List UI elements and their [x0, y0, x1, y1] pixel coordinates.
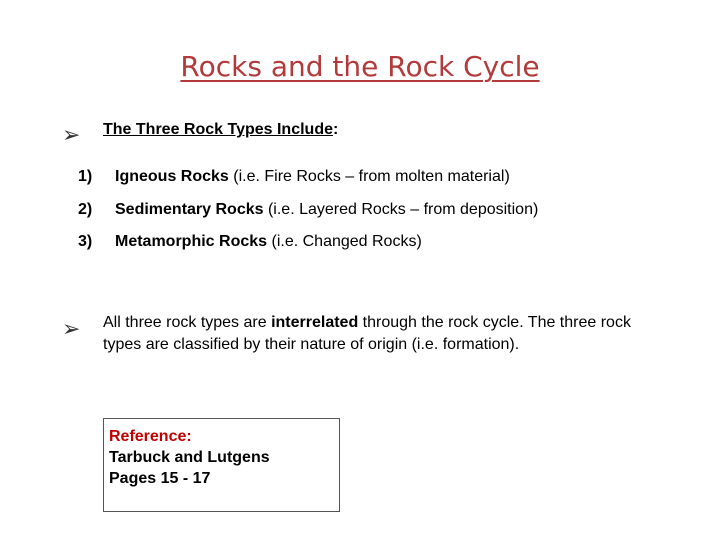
- rock-types-heading-colon: :: [332, 121, 339, 138]
- rock-type-name: Sedimentary Rocks: [115, 201, 264, 218]
- rock-type-number: 2): [78, 201, 93, 218]
- slide-title: Rocks and the Rock Cycle: [180, 50, 540, 83]
- rock-types-heading-text: The Three Rock Types Include: [103, 121, 333, 138]
- arrowhead-bullet-icon: ➢: [62, 122, 81, 147]
- rock-type-item: [78, 201, 538, 219]
- rock-types-heading: [103, 121, 338, 139]
- rock-type-number: 3): [78, 233, 93, 250]
- rock-type-description: (i.e. Fire Rocks – from molten material): [228, 168, 510, 185]
- reference-box: [103, 418, 340, 512]
- reference-authors: Tarbuck and Lutgens: [109, 449, 270, 466]
- paragraph-text: through the rock cycle. The three rock types are classified by their nature of origin (i.e. formation).: [103, 314, 631, 353]
- rock-type-number: 1): [78, 168, 93, 185]
- paragraph-emphasis: interrelated: [271, 314, 359, 331]
- rock-type-item: [78, 233, 422, 251]
- paragraph-text: All three rock types are: [103, 314, 272, 331]
- reference-label: Reference:: [109, 428, 192, 445]
- rock-type-item: [78, 168, 510, 186]
- interrelated-paragraph: [103, 312, 673, 356]
- arrowhead-bullet-icon: ➢: [62, 316, 81, 341]
- rock-type-description: (i.e. Layered Rocks – from deposition): [263, 201, 539, 218]
- reference-pages: Pages 15 - 17: [109, 470, 211, 487]
- rock-type-name: Metamorphic Rocks: [115, 233, 268, 250]
- rock-type-name: Igneous Rocks: [115, 168, 229, 185]
- rock-type-description: (i.e. Changed Rocks): [267, 233, 422, 250]
